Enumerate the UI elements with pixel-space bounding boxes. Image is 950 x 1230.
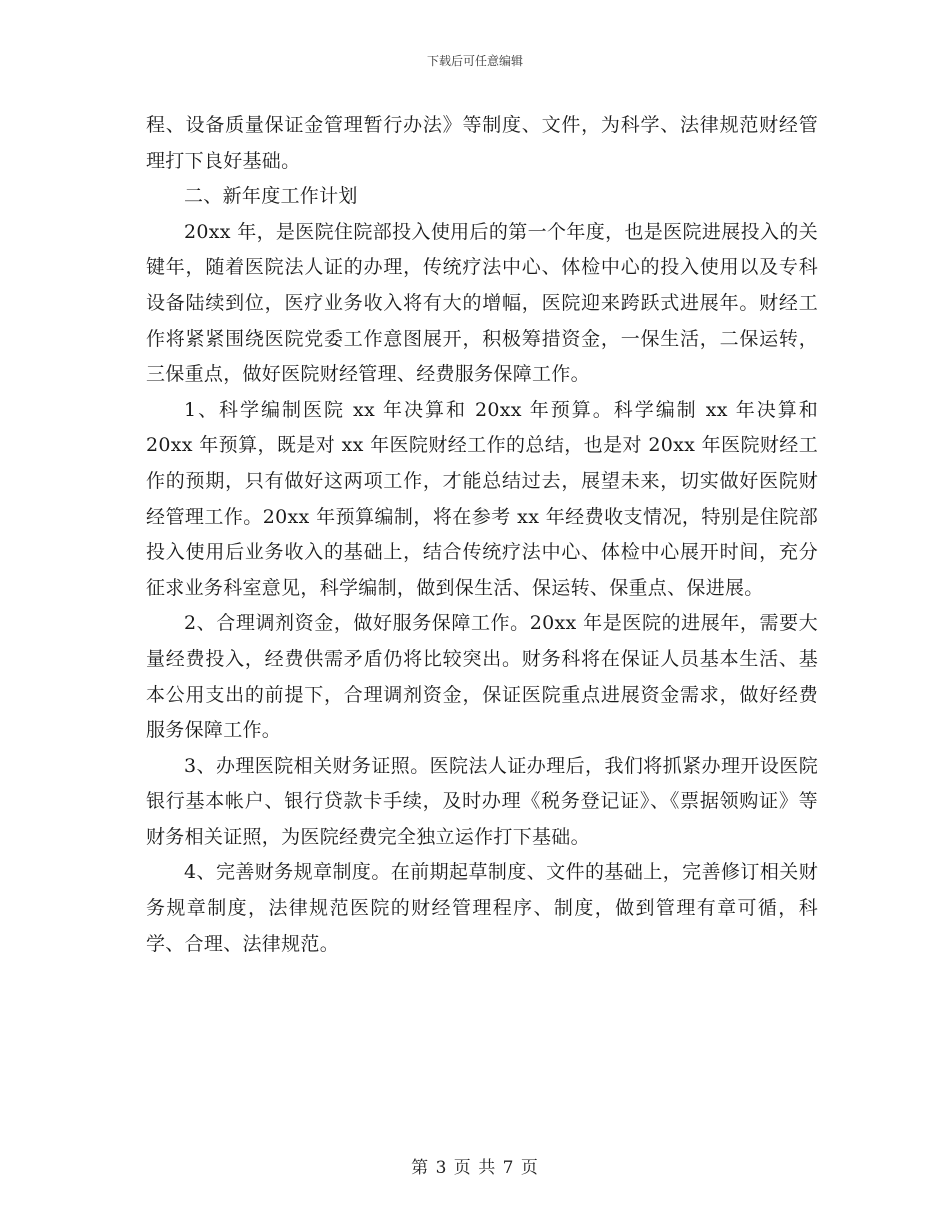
paragraph-item-4: 4、完善财务规章制度。在前期起草制度、文件的基础上，完善修订相关财务规章制度，法律规范医院的财经管理程序、制度，做到管理有章可循，科学、合理、法律规范。 [146, 861, 818, 955]
paragraph-item-2: 2、合理调剂资金，做好服务保障工作。20xx 年是医院的进展年，需要大量经费投入，经费供需矛盾仍将比较突出。财务科将在保证人员基本生活、基本公用支出的前提下，合理调剂资金，保证医院重点进展资金需求，做好经费服务保障工作。 [146, 612, 818, 742]
section-heading: 二、新年度工作计划 [184, 185, 358, 208]
continuation-paragraph: 程、设备质量保证金管理暂行办法》等制度、文件，为科学、法律规范财经管理打下良好基础。 [146, 114, 818, 172]
footer-suffix: 页 [520, 1158, 539, 1178]
paragraph-item-3: 3、办理医院相关财务证照。医院法人证办理后，我们将抓紧办理开设医院银行基本帐户、银行贷款卡手续，及时办理《税务登记证》、《票据领购证》等财务相关证照，为医院经费完全独立运作打下基础。 [146, 754, 818, 848]
paragraph-intro: 20xx 年，是医院住院部投入使用后的第一个年度，也是医院进展投入的关键年，随着医院法人证的办理，传统疗法中心、体检中心的投入使用以及专科设备陆续到位，医疗业务收入将有大的增幅，医院迎来跨跃式进展年。财经工作将紧紧围绕医院党委工作意图展开，积极筹措资金，一保生活，二保运转，三保重点，做好医院财经管理、经费服务保障工作。 [146, 220, 818, 386]
page-footer [0, 1153, 950, 1178]
footer-mid: 页 共 [453, 1158, 497, 1178]
document-body [146, 108, 818, 962]
total-pages-number: 7 [502, 1158, 515, 1178]
footer-prefix: 第 [411, 1158, 430, 1178]
paragraph-item-1: 1、科学编制医院 xx 年决算和 20xx 年预算。科学编制 xx 年决算和 20xx 年预算，既是对 xx 年医院财经工作的总结，也是对 20xx 年医院财经工作的预期，只有做好这两项工作，才能总结过去，展望未来，切实做好医院财经管理工作。20xx 年预算编制，将在参考 xx 年经费收支情况，特别是住院部投入使用后业务收入的基础上，结合传统疗法中心、体检中心展开时间，充分征求业务科室意见，科学编制，做到保生活、保运转、保重点、保进展。 [146, 398, 818, 599]
current-page-number: 3 [435, 1158, 448, 1178]
page-header: 下载后可任意编辑 [426, 54, 523, 68]
